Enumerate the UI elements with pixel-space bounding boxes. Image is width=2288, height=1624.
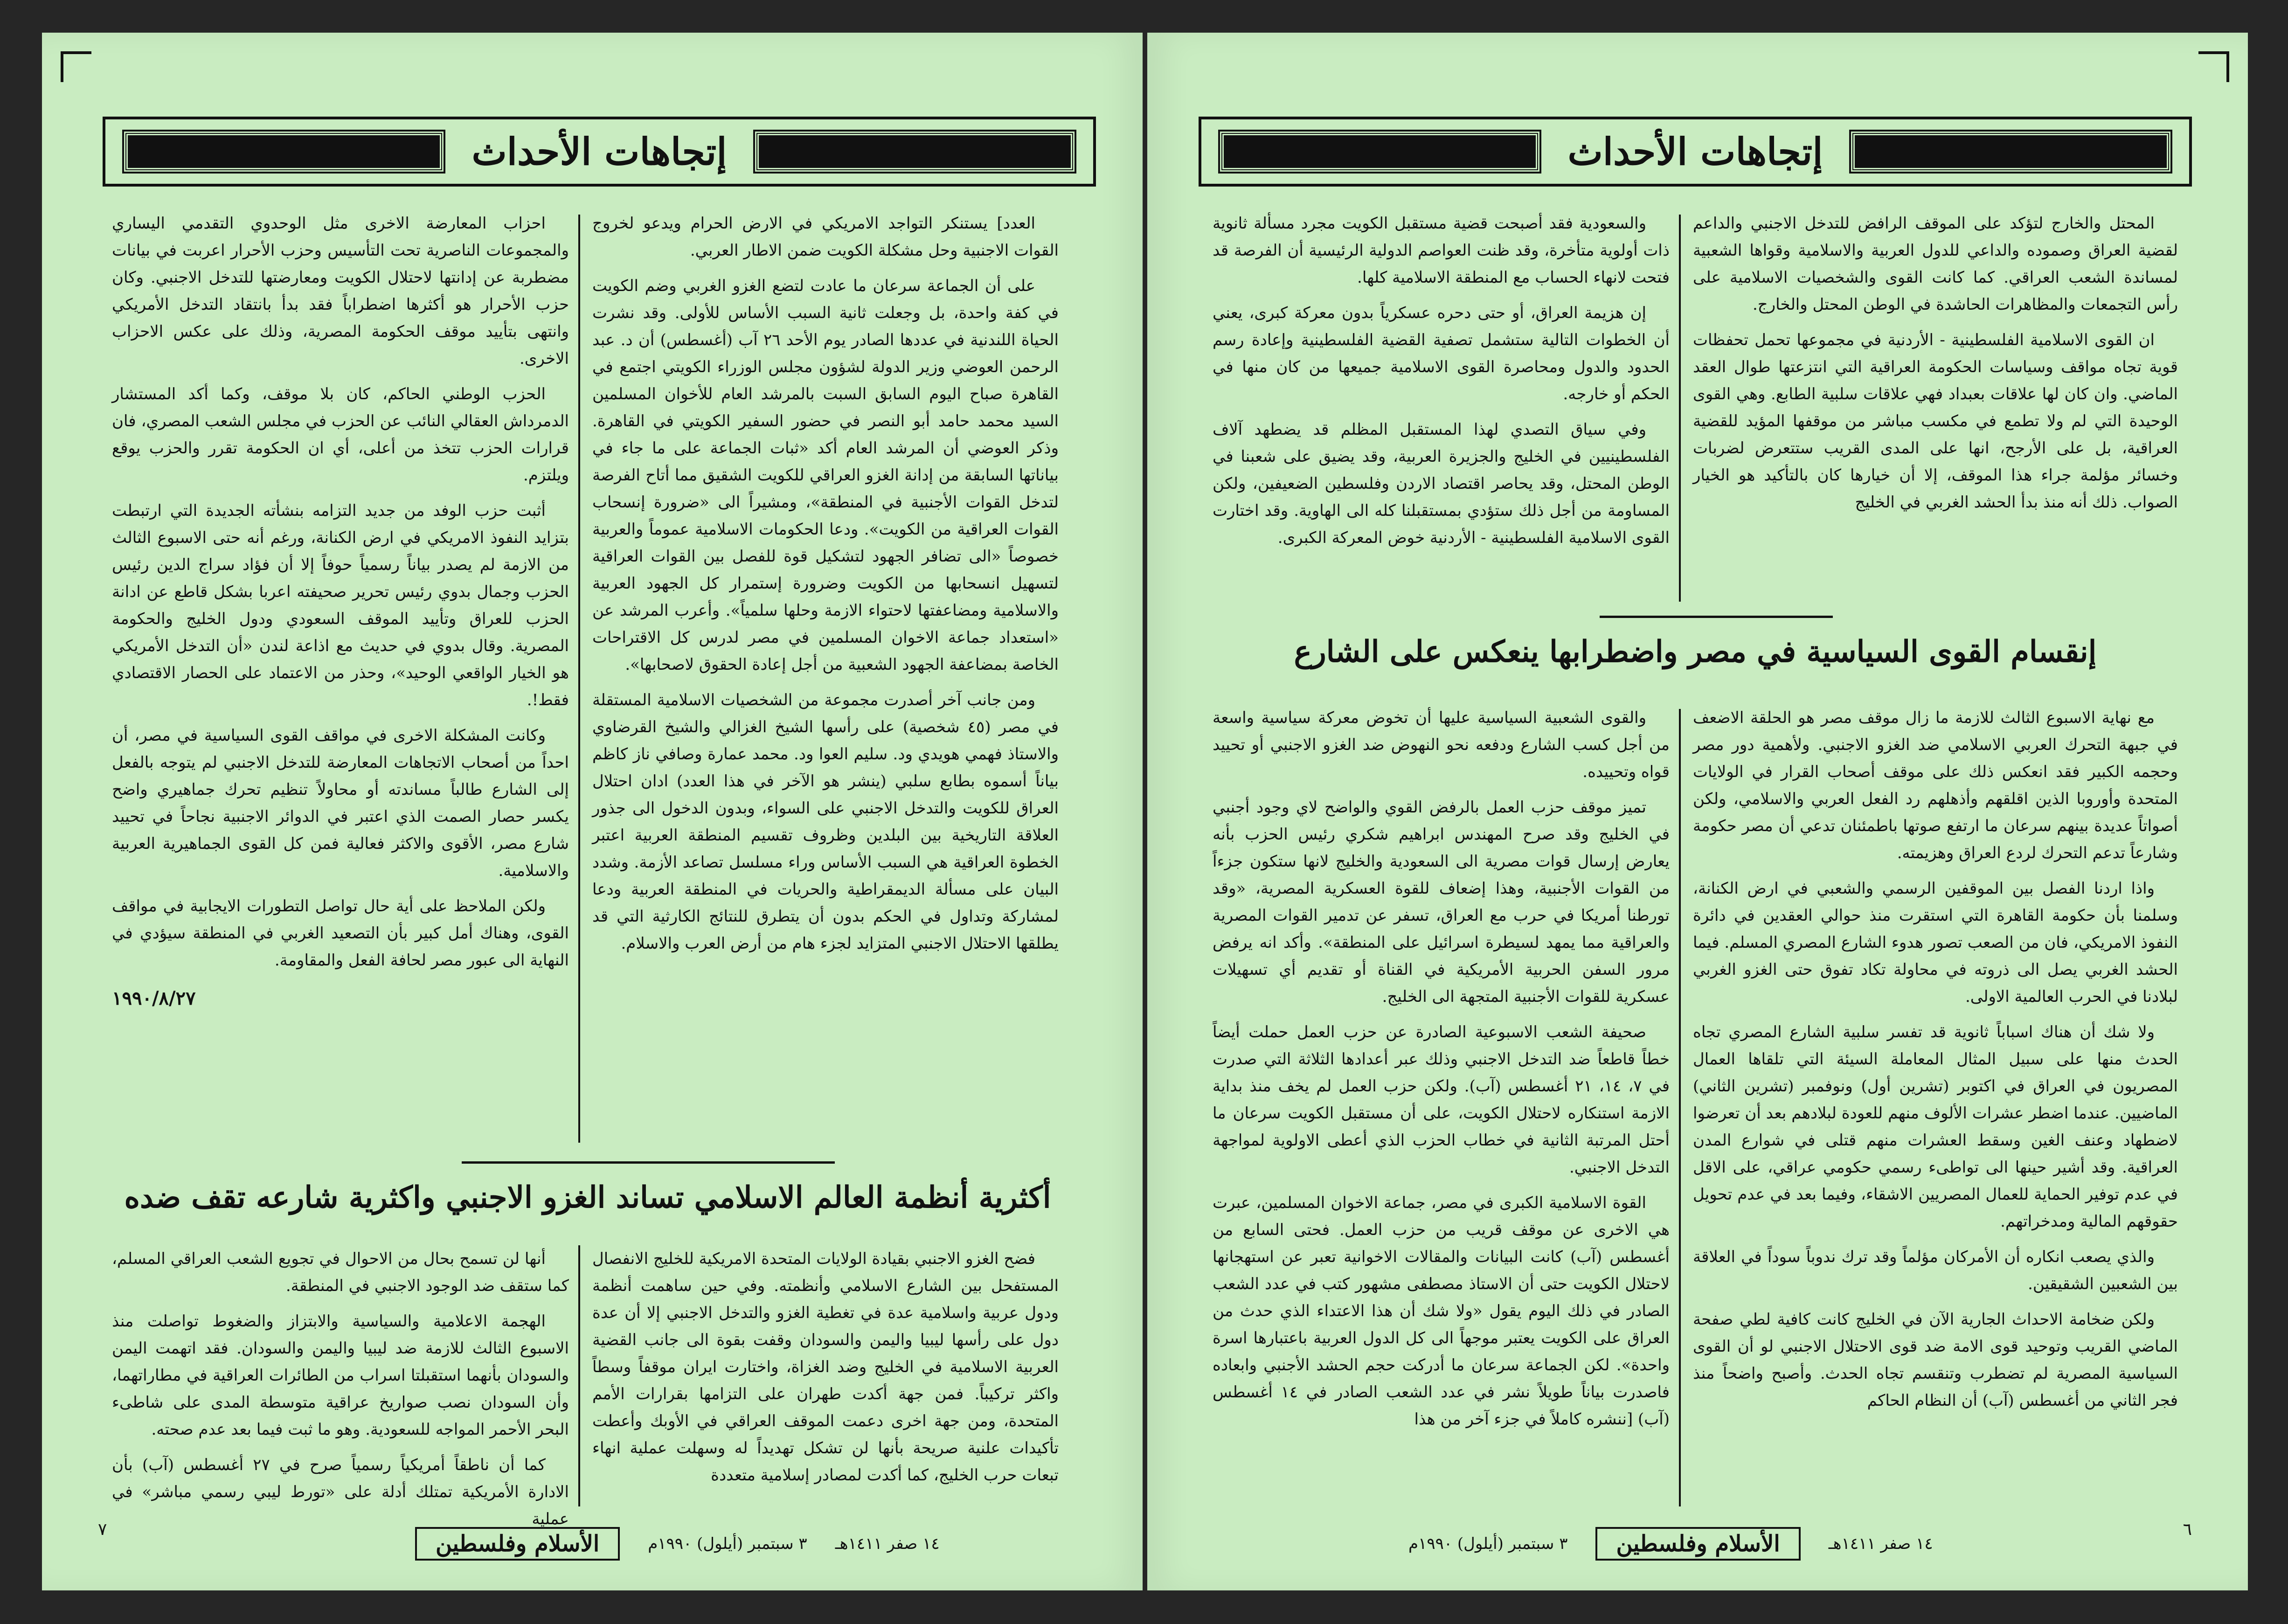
paragraph: ان القوى الاسلامية الفلسطينية - الأردنية في مجموعها تحمل تحفظات قوية تجاه مواقف وسياسات الحكومة العراقية التي انتزعتها طوال العقد الماضي. وان كان لها علاقات بعبداد فهي علاقات سلبية الطابع. وهي القوى الوحيدة التي لم ولا تطمع في مكسب مباشر من موقفها المؤيد للقضية العراقية، بل على الأرجح، انها على المدى القريب ستتعرض لضربات وخسائر مؤلمة جراء هذا الموقف، إلا أن خيارها كان بالتأكيد هو الخيار الصواب. ذلك أنه منذ بدأ الحشد الغربي في الخليج [1693,331,2178,512]
paragraph: والذي يصعب انكاره أن الأمركان مؤلماً وقد ترك ندوباً سوداً في العلاقة بين الشعبين الشقيقين. [1693,1248,2178,1293]
paragraph: المحتل والخارج لتؤكد على الموقف الرافض للتدخل الاجنبي والداعم لقضية العراق وصموده والداعي للدول العربية والاسلامية وقواها الشعبية لمساندة الشعب العراقي. كما كانت القوى والشخصيات الاسلامية على رأس التجمعات والمظاهرات الحاشدة في الوطن المحتل والخارج. [1693,214,2178,314]
corner-mark [61,51,91,82]
column-divider [578,1245,580,1506]
page-right [1147,33,2248,1590]
page-footer [415,1525,940,1562]
article-column [112,210,569,1147]
paragraph: أثبت حزب الوفد من جديد التزامه بنشأته الجديدة التي ارتبطت بتزايد النفوذ الامريكي في ارض الكنانة، ورغم أنه حتى الاسبوع الثالث من الازمة لم يصدر بياناً رسمياً حوفاً إلا أن فؤاد سراج الدين رئيس الحزب وجمال بدوي رئيس تحرير صحيفته اعربا بشكل قاطع عن ادانة الحزب للعراق وتأييد الموقف السعودي ودول الخليج والحكومة المصرية. وقال بدوي في حديث مع اذاعة لندن «أن التدخل الأمريكي هو الخيار الواقعي الوحيد»، وحذر من الاعتماد على الحصار الاقتصادي فقط!. [112,501,569,709]
column-divider [578,215,580,1143]
paragraph: ومن جانب آخر أصدرت مجموعة من الشخصيات الاسلامية المستقلة في مصر (٤٥ شخصية) على رأسها الشيخ الغزالي والشيخ القرضاوي والاستاذ فهمي هويدي ود. سليم العوا ود. محمد عمارة وصافي ناز كاظم بياناً أسموه بطابع سلبي (ينشر هو الآخر في هذا العدد) ادان احتلال العراق للكويت والتدخل الاجنبي على السواء، وبدون الدخول الى جذور العلاقة التاريخية بين البلدين وظروف تقسيم المنطقة العربية اعتبر الخطوة العراقية هي السبب الأساس وراء مسلسل تصاعد الأزمة. وشدد البيان على مسألة الديمقراطية والحريات في المنطقة العربية ودعا لمشاركة وتداول في الحكم بدون أن يتطرق للنتائج الكارثية التي قد يطلقها الاحتلال الاجنبي المتزايد لجزء هام من أرض العرب والاسلام. [592,691,1059,953]
article-column [1693,704,2178,1506]
headline-rule [462,1161,835,1164]
section-header [103,117,1096,187]
footer-hijri-date: ١٤ صفر ١٤١١هـ [835,1534,940,1553]
paragraph: وفي سياق التصدي لهذا المستقبل المظلم قد يضطهد آلاف الفلسطينيين في الخليج والجزيرة العربية، وقد يضيق على شعبنا في الوطن المحتل، وقد يحاصر اقتصاد الاردن وفلسطين الضعيفين، ولكن المساومة من أجل ذلك ستؤدي بمستقبلنا كله الى الهاوية. وقد اختارت القوى الاسلامية الفلسطينية - الأردنية خوض المعركة الكبرى. [1213,420,1670,547]
paragraph: على أن الجماعة سرعان ما عادت لتضع الغزو الغربي وضم الكويت في كفة واحدة، بل وجعلت ثانية السبب الأساس للأولى. وقد نشرت الحياة اللندنية في عددها الصادر يوم الأحد ٢٦ آب (أغسطس) أن د. عبد الرحمن العوضي وزير الدولة لشؤون مجلس الوزراء الكويتي اجتمع في القاهرة صباح اليوم السابق السبت بالمرشد العام للأخوان المسلمين السيد محمد حامد أبو النصر في حضور السفير الكويتي في القاهرة. وذكر العوضي أن المرشد العام أكد «ثبات الجماعة على ما جاء في بياناتها السابقة من إدانة الغزو العراقي للكويت الشقيق مما أتاح الفرصة لتدخل القوات الأجنبية في المنطقة»، ومشيراً الى «ضرورة إنسحاب القوات العراقية من الكويت». ودعا الحكومات الاسلامية عموماً والعربية خصوصاً «الى تضافر الجهود لتشكيل قوة للفصل بين القوات العراقية لتسهيل انسحابها من الكويت وضرورة إستمرار كل الجهود العربية والاسلامية ومضاعفتها لاحتواء الازمة وحلها سلمياً». وأعرب المرشد عن «استعداد جماعة الاخوان المسلمين في مصر لدرس كل الاقتراحات الخاصة بمضاعفة الجهود الشعبية من أجل إعادة الحقوق لاصحابها». [592,277,1059,674]
paragraph: ولكن الملاحظ على أية حال تواصل التطورات الايجابية في مواقف القوى، وهناك أمل كبير بأن التصعيد الغربي في المنطقة سيؤدي في النهاية الى عبور مصر لحافة الفعل والمقاومة. [112,897,569,970]
header-ornament-bar [1851,132,2170,172]
article-headline: إنقسام القوى السياسية في مصر واضطرابها ينعكس على الشارع [1294,634,2097,669]
paragraph: والقوى الشعبية السياسية عليها أن تخوض معركة سياسية واسعة من أجل كسب الشارع ودفعه نحو النهوض ضد الغزو الاجنبي أو تحييد قواه وتحييده. [1213,708,1670,781]
article-column [592,1245,1059,1506]
column-divider [1679,215,1681,602]
article-column [1213,210,1670,602]
section-header [1199,117,2192,187]
footer-gregorian-date: ٣ سبتمبر (أيلول) ١٩٩٠م [1408,1534,1568,1553]
article-column [1213,704,1670,1506]
corner-mark [2198,51,2229,82]
column-divider [1679,709,1681,1506]
publication-logo: الأسلام وفلسطين [1595,1527,1800,1561]
article-column [1693,210,2178,602]
paragraph: مع نهاية الاسبوع الثالث للازمة ما زال موقف مصر هو الحلقة الاضعف في جبهة التحرك العربي الاسلامي ضد الغزو الاجنبي. ولأهمية دور مصر وحجمه الكبير فقد انعكس ذلك على موقف أصحاب القرار في الولايات المتحدة وأوروبا الذين اقلقهم وأذهلهم رد الفعل العربي والاسلامي، ولكن أصواتاً عديدة بينهم سرعان ما ارتفع صوتها باطمئنان تدعي أن مصر حكومة وشارعاً تدعم التحرك لردع العراق وهزيمته. [1693,708,2178,862]
section-title: إتجاهات الأحداث [471,130,727,174]
paragraph: والسعودية فقد أصبحت قضية مستقبل الكويت مجرد مسألة ثانوية ذات أولوية متأخرة، وقد ظنت العواصم الدولية الرئيسية أن الفرصة قد فتحت لانهاء الحساب مع المنطقة الاسلامية كلها. [1213,214,1670,287]
article-date: ١٩٩٠/٨/٢٧ [112,987,196,1009]
header-ornament-bar [755,132,1075,172]
publication-logo: الأسلام وفلسطين [415,1527,620,1561]
paragraph: احزاب المعارضة الاخرى مثل الوحدوي التقدمي اليساري والمجموعات الناصرية تحت التأسيس وحزب الأحرار اعربت في بيانات مضطربة عن إدانتها لاحتلال الكويت ومعارضتها للتدخل الاجنبي. وكان حزب الأحرار هو أكثرها اضطراباً فقد بدأ بانتقاد التدخل الأمريكي وانتهى بتأييد موقف الحكومة المصرية، وذلك على عكس الاحزاب الاخرى. [112,214,569,368]
paragraph: العدد] يستنكر التواجد الامريكي في الارض الحرام ويدعو لخروج القوات الاجنبية وحل مشكلة الكويت ضمن الاطار العربي. [592,214,1059,260]
page-number: ٦ [2183,1520,2192,1539]
page-left [42,33,1143,1590]
paragraph: فضح الغزو الاجنبي بقيادة الولايات المتحدة الامريكية للخليج الانفصال المستفحل بين الشارع الاسلامي وأنظمته. وفي حين ساهمت أنظمة ودول عربية واسلامية عدة في تغطية الغزو والتدخل الاجنبي إلا أن عدة دول على رأسها ليبيا واليمن والسودان وقفت بقوة الى جانب القضية العربية الاسلامية في الخليج وضد الغزاة، واختارت ايران موقفاً وسطاً واكثر تركيباً. فمن جهة أكدت طهران على التزامها بقرارات الأمم المتحدة، ومن جهة اخرى دعمت الموقف العراقي في الأوبك وأعطت تأكيدات علنية صريحة بأنها لن تشكل تهديداً له وسهلت عملية انهاء تبعات حرب الخليج، كما أكدت لمصادر إسلامية متعددة [592,1249,1059,1485]
paragraph: صحيفة الشعب الاسبوعية الصادرة عن حزب العمل حملت أيضاً خطاً قاطعاً ضد التدخل الاجنبي وذلك عبر أعدادها الثلاثة التي صدرت في ٧، ١٤، ٢١ أغسطس (آب). ولكن حزب العمل لم يخف منذ بداية الازمة استنكاره لاحتلال الكويت، على أن مستقبل الكويت سرعان ما أحتل المرتبة الثانية في خطاب الحزب الذي أعطى الاولوية لمواجهة التدخل الاجنبي. [1213,1023,1670,1177]
paragraph: القوة الاسلامية الكبرى في مصر، جماعة الاخوان المسلمين، عبرت هي الاخرى عن موقف قريب من حزب العمل. فحتى السابع من أغسطس (آب) كانت البيانات والمقالات الاخوانية تعبر عن استهجانها لاحتلال الكويت حتى أن الاستاذ مصطفى مشهور كتب في عدد الشعب الصادر في ذلك اليوم يقول «ولا شك أن هذا الاعتداء الذي حدث من العراق على الكويت يعتبر موجهاً الى كل الدول العربية باعتبارها اسرة واحدة». لكن الجماعة سرعان ما أدركت حجم الحشد الأجنبي وابعاده فاصدرت بياناً طويلاً نشر في عدد الشعب الصادر في ١٤ أغسطس (آب) [ننشره كاملاً في جزء آخر من هذا [1213,1194,1670,1429]
paragraph: واذا اردنا الفصل بين الموقفين الرسمي والشعبي في ارض الكنانة، وسلمنا بأن حكومة القاهرة التي استقرت منذ حوالي العقدين في دائرة النفوذ الامريكي، فان من الصعب تصور هدوء الشارع المصري المسلم. فيما الحشد الغربي يصل الى ذروته في محاولة تكاد تفوق حتى الغزو الغربي لبلادنا في الحرب العالمية الاولى. [1693,879,2178,1006]
footer-hijri-date: ١٤ صفر ١٤١١هـ [1828,1534,1933,1553]
paragraph: الهجمة الاعلامية والسياسية والابتزاز والضغوط تواصلت منذ الاسبوع الثالث للازمة ضد ليبيا واليمن والسودان. فقد اتهمت اليمن والسودان بأنهما استقبلتا اسراب من الطائرات العراقية في مطاراتهما، وأن السودان نصب صواريخ عراقية متوسطة المدى على شاطىء البحر الأحمر المواجه للسعودية. وهو ما ثبت فيما بعد عدم صحته. [112,1312,569,1439]
paragraph: أنها لن تسمح بحال من الاحوال في تجويع الشعب العراقي المسلم، كما ستقف ضد الوجود الاجنبي في المنطقة. [112,1249,569,1295]
paragraph: الحزب الوطني الحاكم، كان بلا موقف، وكما أكد المستشار الدمرداش العقالي النائب عن الحزب في مجلس الشعب المصري، فان قرارات الحزب تتخذ من أعلى، أي ان الحكومة تقرر والحزب يوقع ويلتزم. [112,385,569,485]
article-column [592,210,1059,1147]
article-headline: أكثرية أنظمة العالم الاسلامي تساند الغزو الاجنبي واكثرية شارعه تقف ضده [124,1180,1051,1215]
paragraph: ولكن ضخامة الاحداث الجارية الآن في الخليج كانت كافية لطي صفحة الماضي القريب وتوحيد قوى الامة ضد قوى الاحتلال الاجنبي لو أن القوى السياسية المصرية لم تضطرب وتنقسم تجاه الحدث. وأصبح واضحاً منذ فجر الثاني من أغسطس (آب) أن النظام الحاكم [1693,1310,2178,1410]
headline-rule [1600,616,1833,618]
section-title: إتجاهات الأحداث [1567,130,1823,174]
footer-gregorian-date: ٣ سبتمبر (أيلول) ١٩٩٠م [648,1534,807,1553]
article-column [112,1245,569,1528]
paragraph: كما أن ناطقاً أمريكياً رسمياً صرح في ٢٧ أغسطس (آب) بأن الادارة الأمريكية تمتلك أدلة على «تورط ليبي رسمي مباشر» في عملية [112,1456,569,1528]
paragraph: إن هزيمة العراق، أو حتى دحره عسكرياً بدون معركة كبرى، يعني أن الخطوات التالية ستشمل تصفية القضية الفلسطينية وإعادة رسم الحدود والدول ومحاصرة القوى الاسلامية جميعها من كان منها في الحكم أو خارجه. [1213,304,1670,403]
page-footer [1408,1525,1933,1562]
header-ornament-bar [124,132,444,172]
header-ornament-bar [1220,132,1539,172]
paragraph: ولا شك أن هناك اسباباً ثانوية قد تفسر سلبية الشارع المصري تجاه الحدث منها على سبيل المثال المعاملة السيئة التي تلقاها العمال المصريون في العراق في اكتوبر (تشرين أول) ونوفمبر (تشرين الثاني) الماضيين. عندما اضطر عشرات الألوف منهم للعودة لبلادهم بعد أن تعرضوا لاضطهاد وعنف الغين وسقط العشرات منهم قتلى في شوارع المدن العراقية. وقد أشير حينها الى تواطىء رسمي حكومي عراقي، على الاقل في عدم توفير الحماية للعمال المصريين الاشقاء، وفيما بعد في عدم تحويل حقوقهم المالية ومدخراتهم. [1693,1023,2178,1231]
paragraph: وكانت المشكلة الاخرى في مواقف القوى السياسية في مصر، أن احداً من أصحاب الاتجاهات المعارضة للتدخل الاجنبي لم يتوجه بالفعل إلى الشارع طالباً مساندته أو محاولاً تنظيم تحرك جماهيري واضح يكسر حصار الصمت الذي اعتبر في الدوائر الاجنبية نجاحاً في تحييد شارع مصر، الأقوى والاكثر فعالية فمن كل القوى الجماهيرية العربية والاسلامية. [112,726,569,880]
paragraph: تميز موقف حزب العمل بالرفض القوي والواضح لاي وجود أجنبي في الخليج وقد صرح المهندس ابراهيم شكري رئيس الحزب بأنه يعارض إرسال قوات مصرية الى السعودية والخليج لانها ستكون جزءاً من القوات الأجنبية، وهذا إضعاف للقوة العسكرية المصرية، «وقد تورطنا أمريكا في حرب مع العراق، تسفر عن تدمير القوات المصرية والعراقية مما يمهد لسيطرة اسرائيل على المنطقة». وأكد انه يرفض مرور السفن الحربية الأمريكية في القناة أو تقديم أي تسهيلات عسكرية للقوات الأجنبية المتجهة الى الخليج. [1213,798,1670,1006]
page-number: ٧ [98,1520,107,1539]
